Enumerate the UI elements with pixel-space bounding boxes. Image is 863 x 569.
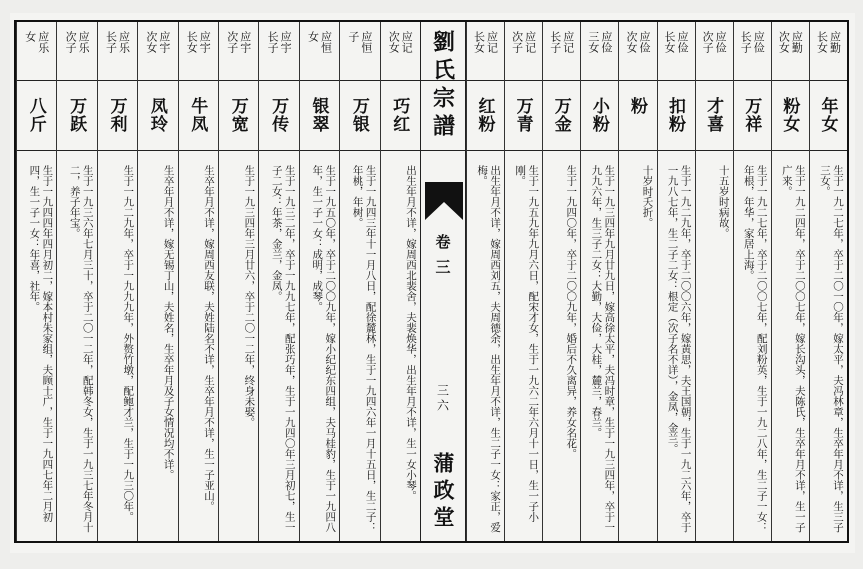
person-column [299, 22, 339, 541]
relation-label [504, 31, 542, 53]
person-column [218, 22, 258, 541]
person-biography: 十五岁时病故。 [717, 165, 730, 239]
column-divider [218, 22, 219, 541]
relation-label [580, 31, 618, 53]
relation-part: 次女 [144, 31, 158, 53]
relation-part: 应乐 [36, 31, 50, 53]
relation-part: 长子 [104, 31, 118, 53]
fishtail-mark [425, 182, 463, 222]
relation-label [618, 31, 656, 53]
person-column [178, 22, 218, 541]
person-biography: 生于一九五〇年，卒于二〇〇九年，嫁小纪纪东四组，夫马桂豹，生于一九四八年，生一子一女：成明，成琴。 [311, 165, 337, 533]
person-biography: 生于一九四四年四月初二，嫁本村朱家组，夫顾士广，生于一九四七年二月初四，生一子一女：年喜，社年。 [28, 165, 54, 522]
relation-label [809, 31, 847, 53]
relation-part: 应俭 [637, 31, 651, 53]
column-divider [466, 22, 467, 541]
relation-part: 长子 [266, 31, 280, 53]
relation-label [137, 31, 177, 53]
column-divider [258, 22, 259, 541]
relation-part: 次子 [701, 31, 715, 53]
person-column [695, 22, 733, 541]
person-column [466, 22, 504, 541]
column-divider [16, 22, 17, 541]
column-divider [56, 22, 57, 541]
person-column [771, 22, 809, 541]
relation-part: 长女 [185, 31, 199, 53]
person-biography: 生于一九二七年，卒于二〇〇七年，配刘粉英，生于一九二八年，生二子一女：年根，年华，家居上海。 [742, 165, 768, 533]
person-column [580, 22, 618, 541]
person-column [809, 22, 847, 541]
person-column [137, 22, 177, 541]
page-number: 三六 [435, 384, 450, 414]
column-divider [178, 22, 179, 541]
relation-label [178, 31, 218, 53]
relation-part: 应俭 [714, 31, 728, 53]
relation-part: 长女 [815, 31, 829, 53]
person-name: 小粉 [588, 97, 609, 133]
person-column [16, 22, 56, 541]
person-biography: 生于一九二九年，卒于二〇〇六年，嫁黄思，夫王国朝，生于一九二六年，卒于一九八七年，生二子二女：根定（次子名不详），金凤，金兰。 [666, 165, 692, 533]
column-divider [657, 22, 658, 541]
hall-name: 蒲政堂 [431, 452, 456, 533]
person-biography: 生卒年月不详，嫁周西友联，夫姓陆名不详，生卒年月不详，生一子亚山。 [202, 165, 215, 512]
relation-part: 女 [23, 31, 37, 42]
person-biography: 生于一九二九年，卒于一九九九年，外赘竹墩，配鲍才兰，生于一九三〇年。 [122, 165, 135, 522]
relation-part: 应勤 [828, 31, 842, 53]
person-biography: 十岁时夭折。 [641, 165, 654, 228]
person-name: 万传 [268, 97, 289, 133]
person-column [56, 22, 96, 541]
genealogy-page [10, 13, 855, 553]
person-biography: 生于一九二七年，卒于二〇一〇年，嫁太平，夫冯林章，生卒年月不详，生三子三女。 [818, 165, 844, 533]
column-divider [97, 22, 98, 541]
person-name: 才喜 [703, 97, 724, 133]
relation-part: 应宇 [279, 31, 293, 53]
volume-label: 卷三 [433, 234, 452, 284]
relation-part: 次子 [225, 31, 239, 53]
person-biography: 生于一九四〇年，卒于二〇〇九年，婚后不久离异，养女名花。 [565, 165, 578, 459]
column-divider [733, 22, 734, 541]
relation-part: 应记 [523, 31, 537, 53]
relation-part: 应恒 [359, 31, 373, 53]
relation-label [380, 31, 420, 53]
person-name: 粉女 [779, 97, 800, 133]
relation-part: 长女 [472, 31, 486, 53]
column-divider [339, 22, 340, 541]
column-divider [695, 22, 696, 541]
column-divider [809, 22, 810, 541]
relation-part: 应宇 [157, 31, 171, 53]
relation-label [97, 31, 137, 53]
column-divider [504, 22, 505, 541]
person-name: 红粉 [474, 97, 495, 133]
person-name: 万祥 [741, 97, 762, 133]
person-name: 万金 [550, 97, 571, 133]
relation-label [258, 31, 298, 53]
person-name: 扣粉 [665, 97, 686, 133]
relation-part: 应乐 [117, 31, 131, 53]
relation-label [16, 31, 56, 53]
person-name: 银翠 [308, 97, 329, 133]
relation-part: 长子 [739, 31, 753, 53]
relation-part: 应宇 [238, 31, 252, 53]
person-column [618, 22, 656, 541]
column-divider [299, 22, 300, 541]
person-biography: 生于一九三六年七月三十，卒于二〇一二年，配韩冬女，生于一九三七年冬月十二，养子年宝。 [68, 165, 94, 533]
person-column [657, 22, 695, 541]
relation-part: 女 [306, 31, 320, 42]
relation-label [299, 31, 339, 53]
relation-label [657, 31, 695, 53]
relation-label [695, 31, 733, 53]
person-biography: 出生年月不详，嫁周西北裴舍，夫裴焕华，出生年月不详，生一女小琴。 [404, 165, 417, 501]
column-divider [137, 22, 138, 541]
relation-label [466, 31, 504, 53]
relation-part: 三女 [586, 31, 600, 53]
person-biography: 生于一九三四年九月廿九日，嫁高徐太平，夫冯时章，生于一九三四年，卒于一九九六年，生三子二女：大勤，大俭，大桂，麓兰，春兰。 [590, 165, 616, 533]
person-biography: 出生年月不详，嫁周西刘五，夫周德余，出生年月不详，生二子一女：家正，爱梅。 [476, 165, 502, 533]
column-divider [618, 22, 619, 541]
person-biography: 生卒年月不详，嫁无锡丁山，夫姓名，生卒年月及子女情况均不详。 [162, 165, 175, 480]
relation-label [218, 31, 258, 53]
relation-part: 次子 [510, 31, 524, 53]
person-column [258, 22, 298, 541]
person-biography: 生于一九四三年十一月八日，配徐麓林，生于一九四六年一月十五日，生二子：年桃，年树。 [351, 165, 377, 533]
person-column [733, 22, 771, 541]
person-column [380, 22, 420, 541]
page-frame [14, 20, 849, 543]
person-column [504, 22, 542, 541]
relation-label [56, 31, 96, 53]
person-column [339, 22, 379, 541]
person-name: 万利 [106, 97, 127, 133]
relation-part: 子 [346, 31, 360, 42]
relation-part: 应记 [485, 31, 499, 53]
person-name: 八斤 [25, 97, 46, 133]
book-title: 劉氏宗譜 [429, 30, 456, 142]
relation-part: 次子 [64, 31, 78, 53]
person-name: 万宽 [227, 97, 248, 133]
relation-label [733, 31, 771, 53]
person-biography: 生于一九二四年，卒于二〇〇七年，嫁长沟头，夫陈氏，生卒年月不详，生一子广来。 [780, 165, 806, 533]
person-name: 粉 [626, 97, 647, 115]
person-biography: 生于一九三二年，卒于一九九七年，配张巧年，生于一九四〇年三月初七，生一子二女：年茶，金兰，金凤。 [270, 165, 296, 533]
person-name: 万银 [348, 97, 369, 133]
relation-part: 应记 [561, 31, 575, 53]
column-divider [542, 22, 543, 541]
relation-part: 应俭 [752, 31, 766, 53]
person-name: 牛凤 [187, 97, 208, 133]
relation-part: 应勤 [790, 31, 804, 53]
person-biography: 生于一九五九年九月六日，配宋才女，生于一九六二年六月十一日，生一子小刚。 [514, 165, 540, 522]
relation-part: 应记 [400, 31, 414, 53]
relation-part: 应俭 [599, 31, 613, 53]
relation-part: 应乐 [77, 31, 91, 53]
person-name: 万青 [512, 97, 533, 133]
relation-part: 长子 [548, 31, 562, 53]
column-divider [580, 22, 581, 541]
column-divider [380, 22, 381, 541]
person-column [97, 22, 137, 541]
person-biography: 生于一九三四年三月廿六，卒于二〇一二年，终身未娶。 [243, 165, 256, 428]
column-divider [771, 22, 772, 541]
person-name: 万跃 [66, 97, 87, 133]
relation-part: 次女 [387, 31, 401, 53]
relation-label [542, 31, 580, 53]
person-column [542, 22, 580, 541]
relation-part: 应俭 [676, 31, 690, 53]
relation-label [339, 31, 379, 53]
person-name: 巧红 [389, 97, 410, 133]
center-spine [420, 22, 466, 541]
relation-label [771, 31, 809, 53]
relation-part: 长女 [663, 31, 677, 53]
relation-part: 应宇 [198, 31, 212, 53]
relation-part: 次女 [624, 31, 638, 53]
person-name: 年女 [817, 97, 838, 133]
relation-part: 次女 [777, 31, 791, 53]
relation-part: 应恒 [319, 31, 333, 53]
person-name: 凤玲 [146, 97, 167, 133]
